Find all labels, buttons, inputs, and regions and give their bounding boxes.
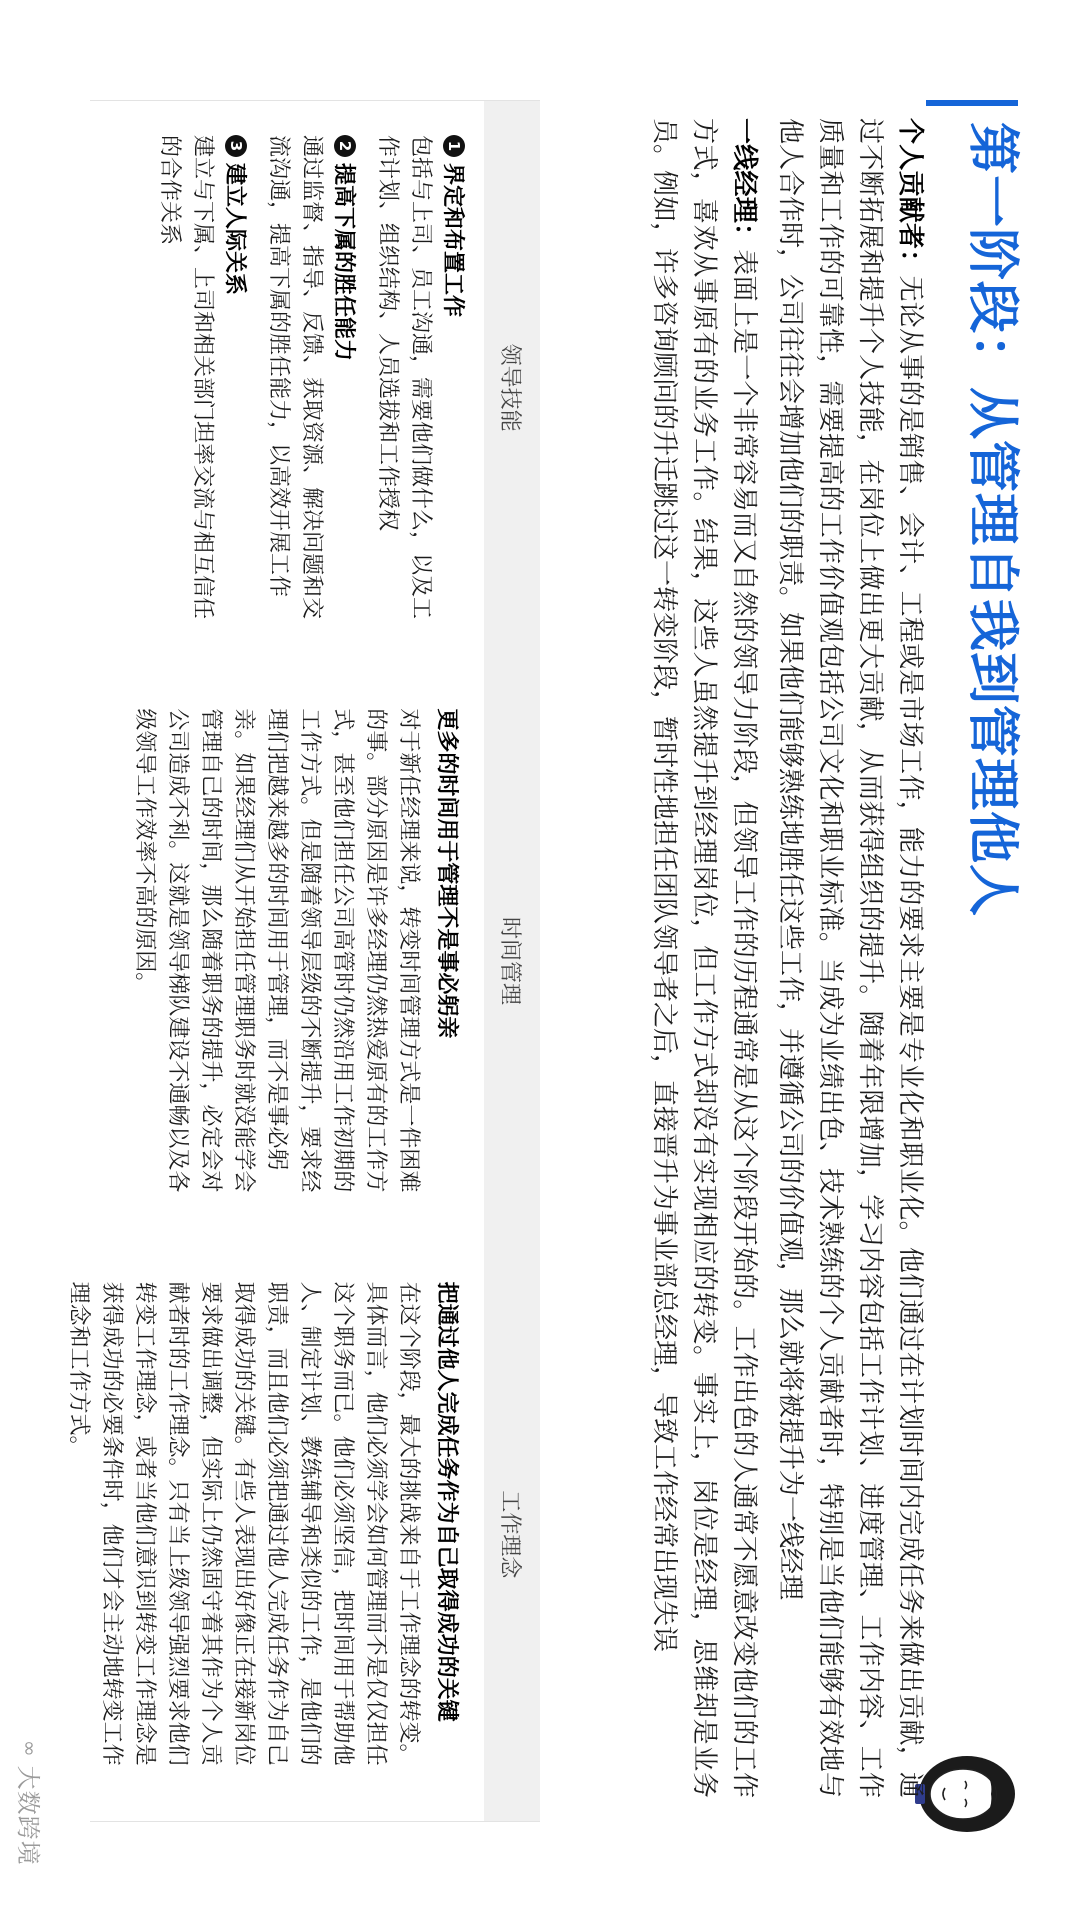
number-badge: 2 bbox=[335, 135, 357, 157]
header-leadership-skills: 领导技能 bbox=[497, 343, 523, 432]
skill-item bbox=[262, 135, 361, 640]
header-work-concept: 工作理念 bbox=[497, 1490, 523, 1579]
skill-title-row bbox=[330, 135, 361, 640]
intro-paragraph-contributor bbox=[770, 118, 930, 1798]
skill-title: 界定和布置工作 bbox=[440, 163, 465, 318]
contributor-label: 个人贡献者： bbox=[895, 118, 925, 276]
time-heading: 更多的时间用于管理不是事必躬亲 bbox=[434, 708, 459, 1039]
intro-paragraph-manager bbox=[644, 118, 764, 1798]
skill-title: 建立人际关系 bbox=[222, 163, 247, 296]
table-body bbox=[66, 101, 484, 1821]
manager-label: 一线经理： bbox=[729, 118, 759, 250]
skill-description: 包括与上司、员工沟通，需要他们做什么，以及工作计划、组织结构、人员选拔和工作授权 bbox=[375, 135, 433, 620]
number-badge: 1 bbox=[444, 135, 466, 157]
concept-column bbox=[66, 1248, 484, 1821]
skill-title: 提高下属的胜任能力 bbox=[331, 163, 356, 362]
watermark-logo-icon: ∞ bbox=[18, 1740, 43, 1758]
concept-heading: 把通过他人完成任务作为自己取得成功的关键 bbox=[434, 1281, 459, 1722]
time-column bbox=[90, 674, 484, 1247]
skill-title-row bbox=[439, 135, 470, 640]
page-title: 第一阶段：从管理自我到管理他人 bbox=[962, 122, 1022, 918]
comparison-table bbox=[66, 100, 540, 1822]
time-text: 对于新任经理来说，转变时间管理方式是一件困难的事。部分原因是许多经理仍然热爱原有的工作方式，甚至他们担任公司高管时仍然沿用工作初期的工作方式。但是随着领导层级的不断提升，要求经理们把越来越多的时间用于管理，而不是事必躬亲。如果经理们从开始担任管理职务时就没能学会管理自己的时间，那么随着职务的提升，必定会对公司造成不利。这就是领导梯队建设不通畅以及各级领导工作效率不高的原因。 bbox=[132, 708, 421, 1193]
skill-item bbox=[153, 135, 252, 640]
manager-text: 表面上是一个非常容易而又自然的领导力阶段，但领导工作的历程通常是从这个阶段开始的。工作出色的人通常不愿意改变他们的工作方式，喜欢从事原有的业务工作。结果，这些人虽然提升到经理岗位，但工作方式却没有实现相应的转变。事实上，岗位是经理，思维却是业务员。例如，许多咨询顾问的升迁跳过这一转变阶段，暂时性地担任团队领导者之后，直接晋升为事业部总经理，导致工作经常出现失误 bbox=[649, 118, 759, 1798]
skill-item bbox=[371, 135, 470, 640]
concept-text: 在这个阶段，最大的挑战来自于工作理念的转变。具体而言，他们必须学会如何管理而不是仅仅担任这个职务而已。他们必须坚信，把时间用于帮助他人、制定计划、教练辅导和类似的工作，是他们的职责，而且他们必须把通过他人完成任务作为自己取得成功的关键。有些人表现出好像正在接新岗位要求做出调整，但实际上仍然固守着其作为个人贡献者时的工作理念。只有当上级领导强烈要求他们转变工作理念，或者当他们意识到转变工作理念是获得成功的必要条件时，他们才会主动地转变工作理念和工作方式。 bbox=[66, 1281, 421, 1766]
header-time-management: 时间管理 bbox=[497, 916, 523, 1005]
table-header bbox=[484, 101, 540, 1821]
intro-section bbox=[638, 118, 930, 1798]
skills-column bbox=[90, 101, 484, 674]
watermark bbox=[13, 1740, 48, 1866]
contributor-text: 无论从事的是销售、会计、工程或是市场工作，能力的要求主要是专业化和职业化。他们通过在计划时间内完成任务来做出贡献，通过不断拓展和提升个人技能，在岗位上做出更大贡献，从而获得组织的提升。随着年限增加，学习内容包括工作计划、进度管理、工作内容、工作质量和工作的可靠性，需要提高的工作价值观包括公司文化和职业标准。当成为业绩出色、技术熟练的个人贡献者时，特别是当他们能够有效地与他人合作时，公司往往会增加他们的职责。如果他们能够熟练地胜任这些工作，并遵循公司的价值观，那么就将被提升为一线经理 bbox=[775, 118, 925, 1798]
watermark-text: 大数跨境 bbox=[14, 1765, 42, 1866]
skill-description: 建立与下属、上司和相关部门坦率交流与相互信任的合作关系 bbox=[157, 135, 215, 620]
number-badge: 3 bbox=[226, 135, 248, 157]
skill-description: 通过监督、指导、反馈、获取资源、解决问题和交流沟通，提高下属的胜任能力，以高效开展工作 bbox=[266, 135, 324, 620]
skill-title-row bbox=[221, 135, 252, 640]
title-accent-bar bbox=[926, 100, 1018, 106]
